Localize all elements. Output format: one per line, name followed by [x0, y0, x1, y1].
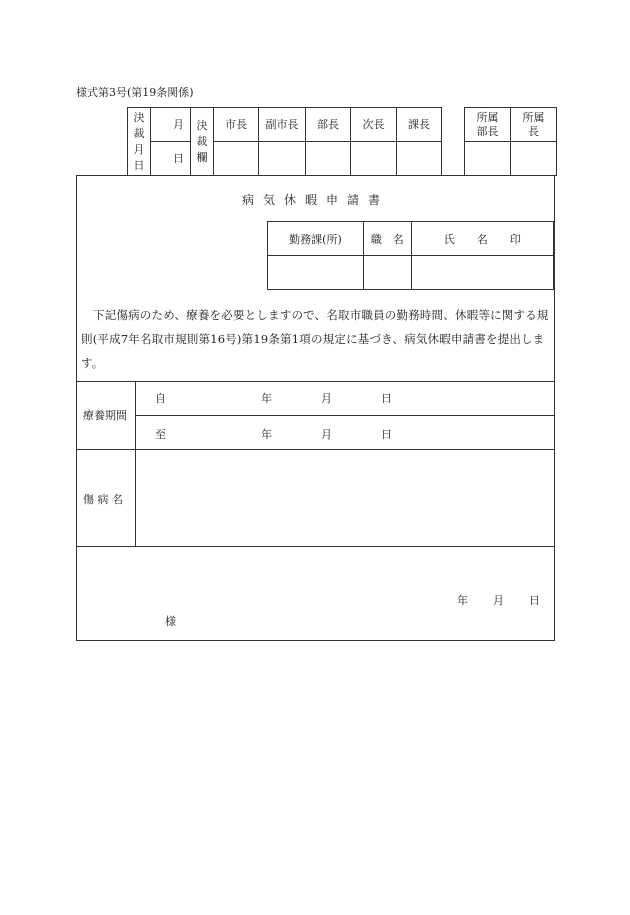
form-title: 病気休暇申請書 — [241, 193, 389, 207]
footer-month: 月 — [493, 594, 504, 607]
disease-field[interactable] — [137, 451, 554, 545]
stamp-affiliated-chief[interactable] — [511, 142, 557, 176]
approval-table — [127, 107, 557, 176]
addressee: 様 — [165, 615, 176, 628]
role-affiliated-chief: 所属 長 — [511, 108, 557, 142]
stamp-affiliated-director[interactable] — [465, 142, 511, 176]
position-label: 職 名 — [363, 222, 411, 256]
name-seal-label: 氏 名 印 — [411, 222, 553, 256]
stamp-section-chief[interactable] — [397, 142, 442, 176]
form-id: 様式第3号(第19条関係) — [76, 86, 194, 99]
request-statement: 下記傷病のため、療養を必要としますので、名取市職員の勤務時間、休暇等に関する規則(平成7年名取市規則第16号)第19条第1項の規定に基づき、病気休暇申請書を提出します。 — [81, 308, 549, 370]
role-section-chief: 課長 — [397, 108, 442, 142]
workplace-field[interactable] — [268, 256, 364, 290]
period-label: 療養期間 — [83, 409, 127, 422]
period-to: 至 — [155, 428, 166, 441]
period-divider — [135, 415, 554, 416]
decision-column-label: 決 裁 欄 — [191, 108, 214, 176]
divider — [77, 449, 554, 450]
period-from-day: 日 — [381, 392, 392, 405]
stamp-deputy-mayor[interactable] — [259, 142, 306, 176]
role-deputy-mayor: 副市長 — [259, 108, 306, 142]
workplace-label: 勤務課(所) — [268, 222, 364, 256]
period-to-year: 年 — [261, 428, 272, 441]
stamp-director[interactable] — [306, 142, 351, 176]
decision-date-label: 決 裁 月 日 — [128, 108, 151, 176]
period-to-day: 日 — [381, 428, 392, 441]
role-director: 部長 — [306, 108, 351, 142]
footer-day: 日 — [529, 594, 540, 607]
divider — [77, 546, 554, 547]
divider — [77, 381, 554, 382]
decision-month: 月 — [151, 108, 191, 142]
role-deputy-director: 次長 — [351, 108, 397, 142]
name-field[interactable] — [411, 256, 553, 290]
role-mayor: 市長 — [214, 108, 259, 142]
decision-day: 日 — [151, 142, 191, 176]
applicant-table — [267, 221, 554, 290]
application-form — [76, 175, 555, 641]
period-from: 自 — [155, 392, 166, 405]
period-from-year: 年 — [261, 392, 272, 405]
stamp-deputy-director[interactable] — [351, 142, 397, 176]
period-to-month: 月 — [321, 428, 332, 441]
position-field[interactable] — [363, 256, 411, 290]
approval-gap — [442, 108, 465, 176]
role-affiliated-director: 所属 部長 — [465, 108, 511, 142]
footer-year: 年 — [457, 594, 468, 607]
disease-label: 傷 病 名 — [83, 493, 123, 506]
label-column-divider — [135, 381, 136, 546]
period-from-month: 月 — [321, 392, 332, 405]
stamp-mayor[interactable] — [214, 142, 259, 176]
